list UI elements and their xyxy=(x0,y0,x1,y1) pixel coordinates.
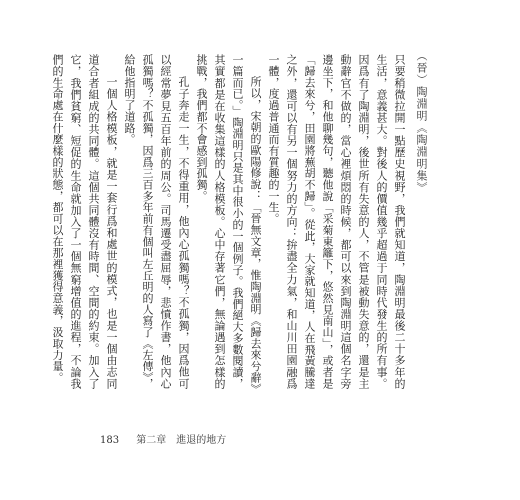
paragraph-4: 一個人格模板，就是一套行爲和處世的模式，也是一個由志同道合者組成的共同體。這個共同體沒有時間、空間的約束。加入了它，我們貧窮、短促的生命就加入了一個無窮增值的進程，不論我們的生命處在什麼樣的狀態，都可以在那裡獲得意義，汲取力量。 xyxy=(51,54,118,389)
chapter-title: 第二章 進退的地方 xyxy=(136,435,227,446)
page-footer xyxy=(100,431,226,446)
paragraph-3: 孔子奔走一生，不得重用，他內心孤獨嗎？不孤獨，因爲他可以經常夢見五百年前的周公。司馬遷受盡屈辱，悲憤作書，他內心孤獨嗎？不孤獨，因爲三百多年前有個叫左丘明的人寫了《左傳》，給他指明了道路。 xyxy=(123,54,190,389)
running-head: （晉）陶淵明《陶淵明集》 xyxy=(415,50,428,194)
body-text xyxy=(51,54,408,389)
paragraph-2: 所以，宋朝的歐陽修說：「晉無文章，惟陶淵明《歸去來兮辭》一篇而已。」陶淵明只是其中很小的一個例子。我們絕大多數閱讀，其實都是在收集這樣的人格模板。心中存著它們，無論遇到怎樣的挑戰，我們都不會感到孤獨。 xyxy=(195,54,262,389)
paragraph-1: 只要稍微拉開一點歷史視野，我們就知道，陶淵明最後二十多年的生活，意義甚大。對後人的價值幾乎超過于同時代發生的所有事。因爲有了陶淵明，後世所有失意的人，不管是被動失意的，還是主動辭官不做的，當心裡煩悶的時候，都可以來到陶淵明這個名字旁邊坐下，和他聊幾句，聽他說「采菊東籬下，悠然見南山」，或者是「歸去來兮，田園將蕪胡不歸」。從此，大家就知道，人在飛黃騰達之外，還可以有另一個努力的方向：拚盡全力氣，和山川田園融爲一體，度過普通而有質趣的一生。 xyxy=(267,54,406,389)
page-number: 183 xyxy=(100,435,120,446)
